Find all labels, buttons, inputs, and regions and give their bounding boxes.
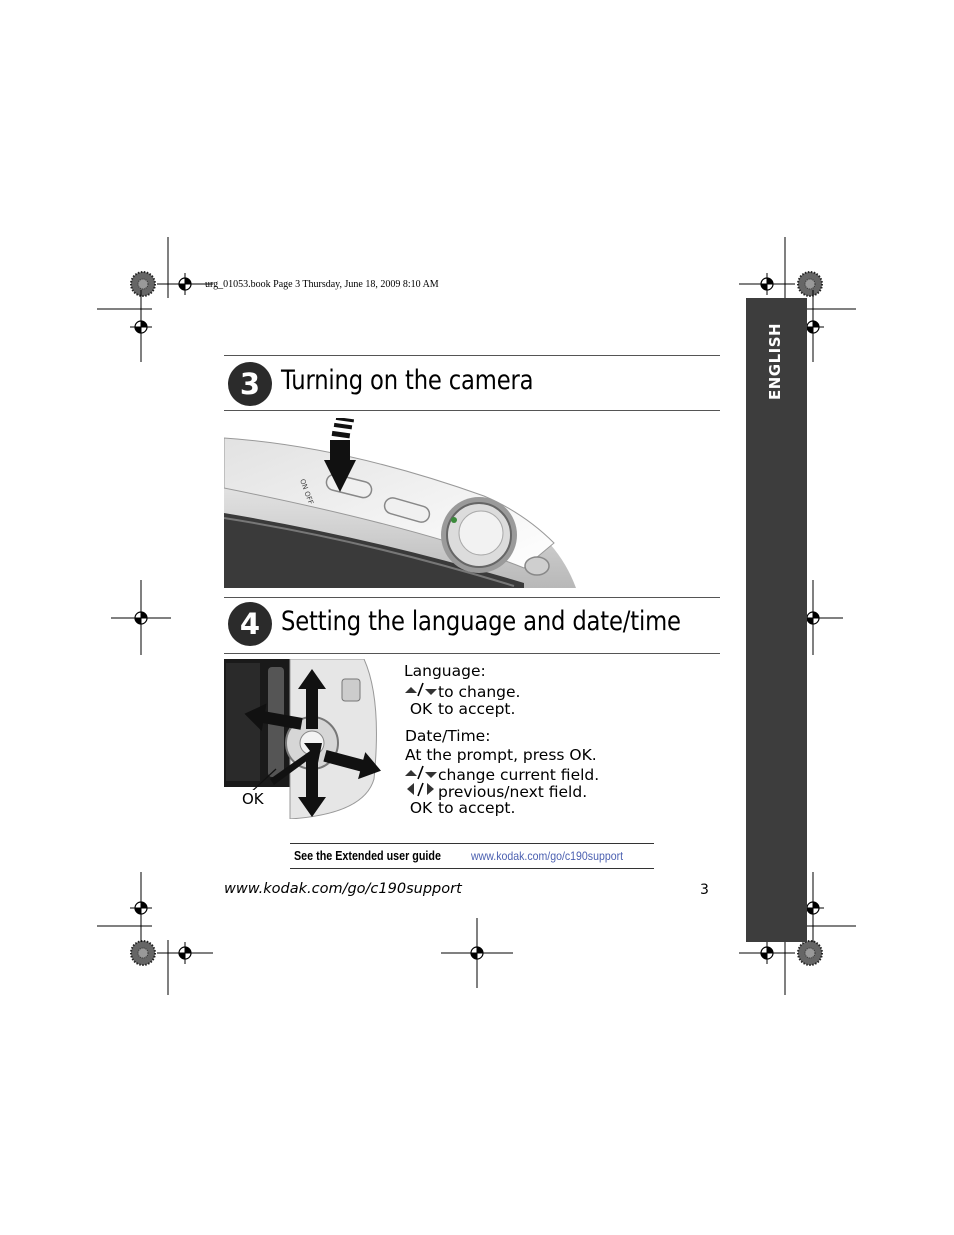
language-change-line <box>404 681 520 702</box>
color-target-top-right <box>798 272 822 296</box>
camera-top-photo <box>224 418 576 588</box>
footer-url: www.kodak.com/go/c190support <box>224 881 462 897</box>
ok-symbol: OK <box>409 799 433 817</box>
language-change-text: to change. <box>438 683 521 701</box>
book-info-slug: urg_01053.book Page 3 Thursday, June 18, 2009 8:10 AM <box>205 279 439 290</box>
datetime-heading: Date/Time: <box>405 727 491 745</box>
color-target-bottom-right <box>798 941 822 965</box>
section-heading: Turning on the camera <box>281 365 534 396</box>
extended-guide-link[interactable]: www.kodak.com/go/c190support <box>471 849 624 863</box>
camera-power-button-illustration <box>224 418 576 588</box>
section-divider <box>224 355 720 356</box>
page-number: 3 <box>700 882 709 898</box>
section-heading: Setting the language and date/time <box>281 606 681 637</box>
datetime-nav-text: previous/next field. <box>438 783 588 801</box>
up-down-arrows-icon <box>404 681 438 702</box>
datetime-change-text: change current field. <box>438 766 600 784</box>
language-heading: Language: <box>404 662 486 680</box>
registration-mark <box>130 316 152 338</box>
sidebar-language-label: ENGLISH <box>766 322 784 400</box>
section-divider <box>224 597 720 598</box>
color-target-bottom-left <box>131 941 155 965</box>
registration-mark <box>130 897 152 919</box>
registration-mark <box>174 273 196 295</box>
extended-guide-label: See the Extended user guide <box>294 849 441 863</box>
section-divider <box>224 653 720 654</box>
camera-back-photo <box>224 659 386 819</box>
datetime-accept-text: to accept. <box>438 799 516 817</box>
registration-mark <box>466 942 488 964</box>
registration-mark <box>174 942 196 964</box>
ok-symbol: OK <box>409 700 433 718</box>
language-accept-text: to accept. <box>438 700 516 718</box>
registration-mark <box>756 273 778 295</box>
step-number-badge: 3 <box>228 362 272 406</box>
datetime-accept-line <box>404 799 515 818</box>
section-divider <box>224 410 720 411</box>
on-off-label: ON OFF <box>298 477 315 506</box>
registration-mark <box>130 607 152 629</box>
language-sidebar <box>746 298 807 942</box>
language-accept-line <box>404 700 515 719</box>
step-number-badge: 4 <box>228 602 272 646</box>
extended-guide-box <box>290 843 654 869</box>
color-target-top-left <box>131 272 155 296</box>
registration-mark <box>756 942 778 964</box>
datetime-prompt: At the prompt, press OK. <box>405 746 597 764</box>
ok-button-label: OK <box>242 790 264 808</box>
